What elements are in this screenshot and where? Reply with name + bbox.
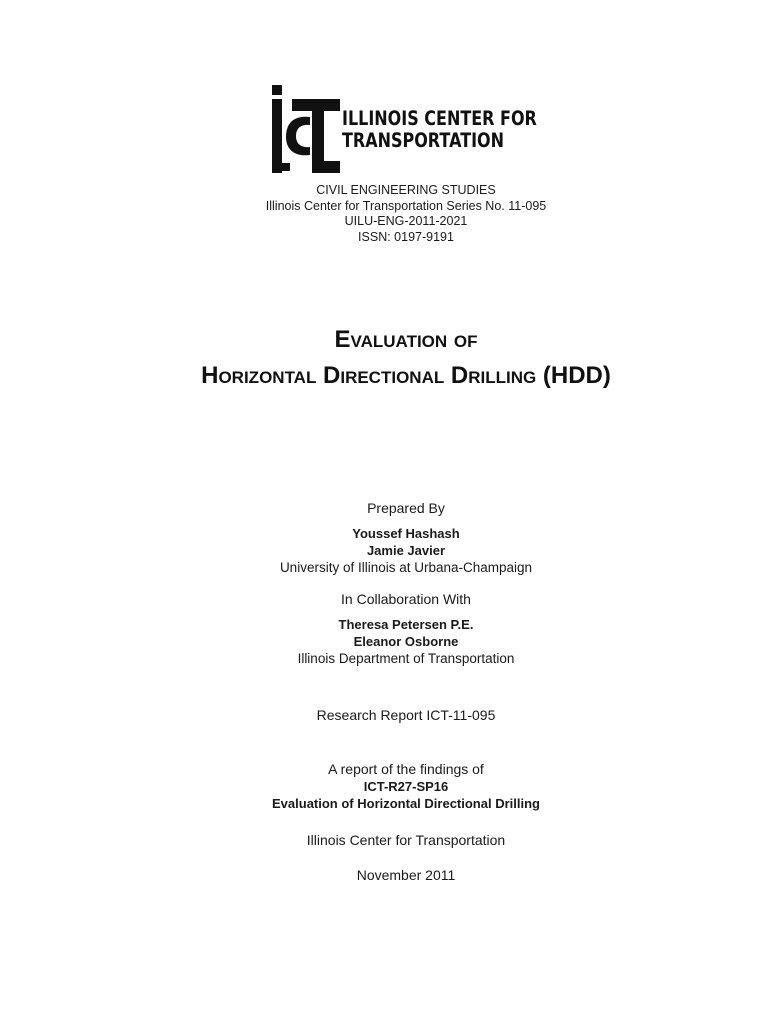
series-info xyxy=(0,183,768,245)
date-section xyxy=(0,867,768,884)
ict-logo-mark xyxy=(270,85,342,175)
series-number: Illinois Center for Transportation Series No. 11-095 xyxy=(265,198,547,213)
prepared-by-section xyxy=(0,500,768,576)
series-department: CIVIL ENGINEERING STUDIES xyxy=(316,183,496,197)
prepared-by-heading: Prepared By xyxy=(367,500,445,516)
author-1: Youssef Hashash xyxy=(352,526,460,541)
author-affiliation: University of Illinois at Urbana-Champaign xyxy=(279,560,533,575)
collaboration-heading: In Collaboration With xyxy=(341,591,471,607)
publisher-section xyxy=(0,832,768,849)
ict-logo xyxy=(270,84,546,176)
report-number-section xyxy=(0,707,768,724)
collaborator-affiliation: Illinois Department of Transportation xyxy=(297,651,515,666)
author-2: Jamie Javier xyxy=(366,543,446,558)
title-line1: Evaluation of xyxy=(334,326,478,353)
series-report-code: UILU-ENG-2011-2021 xyxy=(344,214,468,228)
publication-date: November 2011 xyxy=(356,867,456,883)
report-number: Research Report ICT-11-095 xyxy=(316,707,496,723)
findings-section xyxy=(0,761,768,812)
ict-logo-wordmark xyxy=(342,108,537,152)
title-line2: Horizontal Directional Drilling (HDD) xyxy=(201,362,611,389)
publisher-name: Illinois Center for Transportation xyxy=(306,832,506,848)
collaboration-section xyxy=(0,591,768,667)
project-title: Evaluation of Horizontal Directional Drilling xyxy=(272,796,540,811)
logo-name-line1: ILLINOIS CENTER FOR xyxy=(342,107,537,130)
project-id: ICT-R27-SP16 xyxy=(363,779,449,794)
series-issn: ISSN: 0197-9191 xyxy=(358,229,454,244)
collaborator-2: Eleanor Osborne xyxy=(353,634,459,649)
logo-name-line2: TRANSPORTATION xyxy=(342,129,505,152)
report-title xyxy=(0,322,768,394)
findings-intro: A report of the findings of xyxy=(328,761,484,777)
collaborator-1: Theresa Petersen P.E. xyxy=(338,617,474,632)
